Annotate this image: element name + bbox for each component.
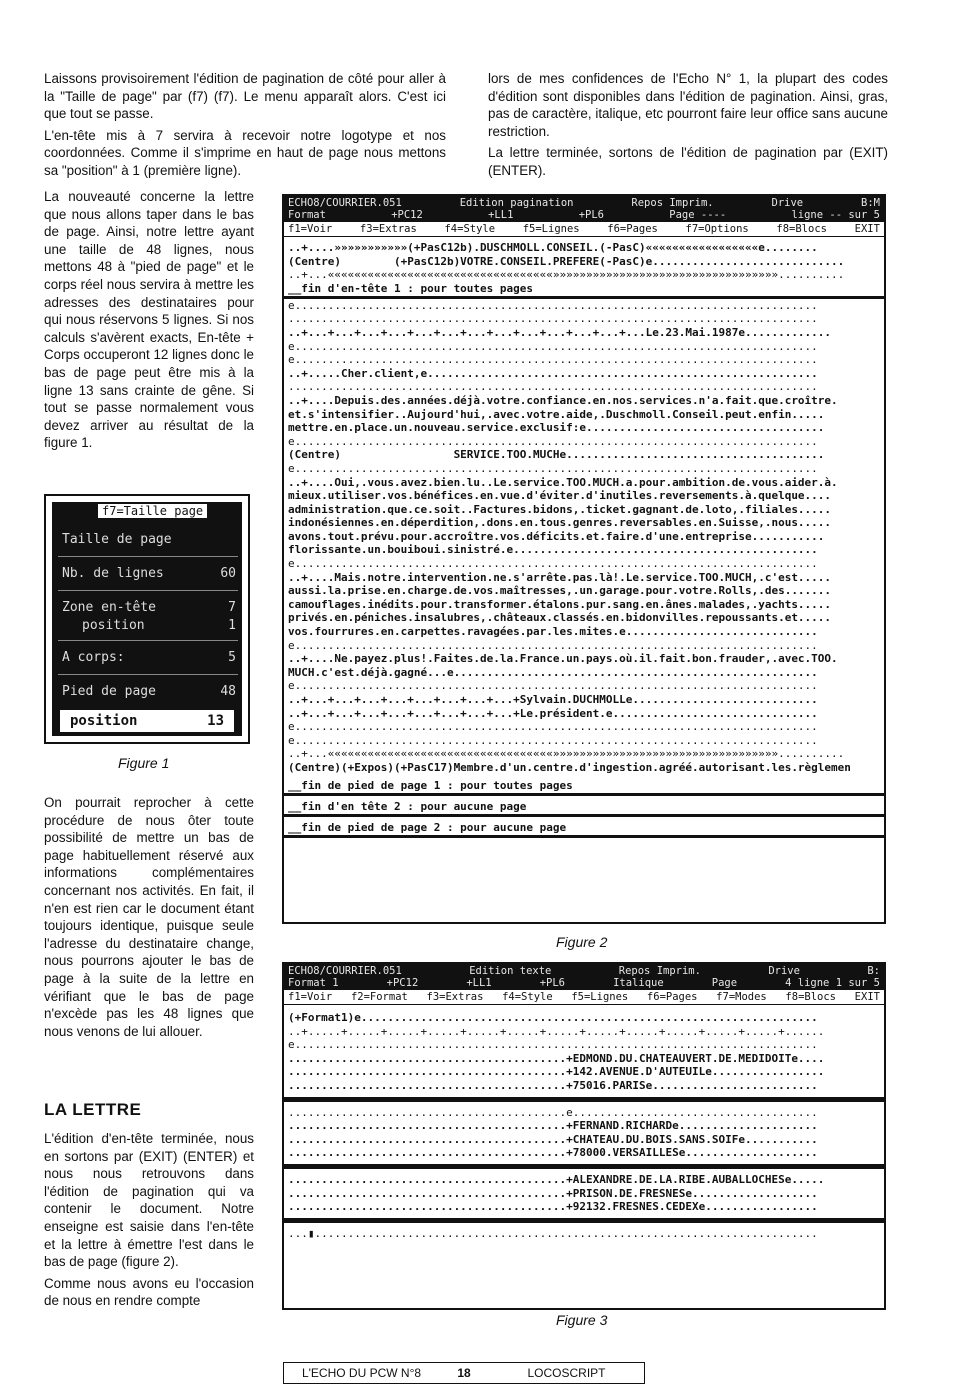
menu-selected-row: position 13 [60, 710, 234, 732]
document-line: ..........................................+CHATEAU.DU.BOIS.SANS.SOIFe........... [288, 1132, 818, 1146]
menu-divider [58, 590, 238, 591]
document-line: mieux.utiliser.vos.bénéfices.en.vue.d'éviter.d'inutiles.reversements.à.quelque.... [288, 489, 832, 503]
menu-divider [58, 674, 238, 675]
document-line: ..+.....+.....+.....+.....+.....+.....+.....+.....+.....+.....+.....+.....+...... [288, 1024, 825, 1038]
document-line: vos.fourrures.en.carpettes.ravagées.par.les.mites.e............................. [288, 625, 818, 639]
section-heading: LA LETTRE [44, 1100, 142, 1119]
document-line: (Centre)(+Expos)(+PasC17)Membre.d'un.centre.d'ingestion.agréé.autorisant.les.règlemen [288, 760, 851, 774]
document-line: (+Format1)e..................................................................... [288, 1011, 818, 1024]
document-line: (Centre) SERVICE.TOO.MUCHe....................................... [288, 448, 825, 462]
figure-3-caption: Figure 3 [556, 1312, 608, 1328]
document-line: ..........................................+75016.PARISe......................... [288, 1078, 818, 1092]
document-body [284, 1005, 884, 1240]
document-line: ..+...+...+...+...+...+...+...+...+...+...+...+...+...Le.23.Mai.1987e............. [288, 325, 832, 339]
left-column-paragraph-2: On pourrait reprocher à cette procédure de nous ôter toute possibilité de mettre un bas de page habituellement réservé aux informations complémentaires concernant nos activités. En fait, il n'en est rien car le document étant toujours identique, puisque seule l'adresse du destinataire change, nous pourrons ajouter le bas de page à la suite de la lettre en vérifiant que le bas de page n'excède pas les 48 lignes que nous venons de lui allouer. [44, 795, 254, 1039]
document-line: e............................................................................... [288, 1038, 818, 1052]
section-marker: __fin de pied de page 1 : pour toutes pages [284, 779, 884, 796]
page-number: 18 [457, 1366, 471, 1380]
document-body [284, 237, 884, 838]
document-line: ..+....Ne.payez.plus!.Faites.de.la.France.un.pays.où.il.fait.bon.frauder,.avec.TOO. [288, 652, 838, 666]
intro-right-paragraph-2: La lettre terminée, sortons de l'édition de pagination par (EXIT) (ENTER). [488, 145, 888, 178]
document-line: indonésiennes.en.déperdition,.dons.en.tous.genres.reversables.en.Suisse,.nous..... [288, 516, 832, 530]
document-line: ..........................................+PRISON.DE.FRESNESe................... [288, 1186, 818, 1200]
page-size-menu [52, 502, 242, 736]
document-line: aussi.la.prise.en.charge.de.vos.maîtresses,.un.garage.pour.votre.Rolls,.des....... [288, 584, 832, 598]
page-break-rule [284, 1164, 884, 1169]
section-marker: __fin d'en tête 2 : pour aucune page [284, 800, 884, 817]
document-line: ..+...««««««««««««««««««««««««««««««««««»»»»»»»»»»»»»»»»»»»»»»»»»»»»»»»»»».......... [288, 268, 845, 282]
left-column-paragraph-1: La nouveauté concerne la lettre que nous allons taper dans le bas de page. Ainsi, notre lettre ayant une taille de 48 lignes, nous mettons 48 à "pied de page" et le corps réel nous servira à mettre les adresses des destinataires pour qui nous réservons 5 lignes. Si nos calculs s'avèrent exacts, En-tête + Corps occuperont 12 lignes donc le bas de page peut être mis à la ligne 13 sans crainte de gêne. Si tout se passe normalement vous devez arriver au résultat de la figure 1. [44, 189, 254, 451]
menu-row: Zone en-tête 7 [62, 600, 236, 615]
document-line: mettre.en.place.un.nouveau.service.exclusif:e.................................... [288, 421, 825, 435]
document-line: ..+....»»»»»»»»»»»(+PasC12b).DUSCHMOLL.CONSEIL.(-PasC)«««««««««««««««««e........ [288, 241, 818, 254]
document-line: e............................................................................... [288, 298, 818, 312]
menu-title: f7=Taille page [98, 504, 207, 518]
document-line: camouflages.inédits.pour.transformer.étalons.pur.sang.en.ânes.malades,.yachts..... [288, 597, 832, 611]
function-key-bar: f1=Voir f2=Format f3=Extras f4=Style f5=Lignes f6=Pages f7=Modes f8=Blocs EXIT [284, 990, 884, 1005]
menu-row: Nb. de lignes 60 [62, 566, 236, 581]
document-line: (Centre) (+PasC12b)VOTRE.CONSEIL.PREFERE(-PasC)e............................. [288, 254, 845, 268]
figure-2-screen [282, 194, 886, 924]
page-break-rule [284, 1097, 884, 1102]
menu-divider [58, 640, 238, 641]
document-line: ..+....Mais.notre.intervention.ne.s'arrête.pas.là!.Le.service.TOO.MUCH,.c'est..... [288, 570, 832, 584]
intro-right-column [488, 70, 888, 184]
document-line: ..........................................+142.AVENUE.D'AUTEUILe................. [288, 1065, 825, 1079]
document-line: et.s'intensifier..Aujourd'hui,.avec.votre.aide,.Duschmoll.Conseil.peut.enfin..... [288, 407, 825, 421]
document-line: ..........................................+EDMOND.DU.CHATEAUVERT.DE.MEDIDOITe.... [288, 1051, 825, 1065]
menu-row: Pied de page 48 [62, 684, 236, 699]
document-line: ..+.....Cher.client,e........................................................... [288, 366, 818, 380]
document-line: ................................................................................ [288, 312, 818, 326]
document-line: ................................................................................ [288, 380, 818, 394]
figure-1-menu-screenshot [44, 494, 250, 744]
document-line: ..........................................+92132.FRESNES.CEDEXe................. [288, 1200, 818, 1214]
document-line: avons.tout.prévu.pour.accroître.vos.déficits.et.faire.d'une.entreprise........... [288, 529, 825, 543]
section-marker: __fin d'en-tête 1 : pour toutes pages [284, 282, 884, 299]
figure-2-caption: Figure 2 [556, 934, 608, 950]
document-line: e............................................................................... [288, 353, 818, 367]
figure-3-screen [282, 962, 886, 1310]
intro-right-paragraph-1: lors de mes confidences de l'Echo N° 1, la plupart des codes d'édition sont disponibles dans l'édition de pagination. Ainsi, gras, pas de caractère, italique, etc pourront faire leur office sans aucune restriction. [488, 71, 888, 139]
intro-left-paragraph-1: Laissons provisoirement l'édition de pagination de côté pour aller à la "Taille de page" par (f7) (f7). Le menu apparaît alors. C'est ici que tout se passe. [44, 71, 446, 122]
document-line: ..........................................e..................................... [288, 1105, 818, 1119]
section-marker: __fin de pied de page 2 : pour aucune page [284, 821, 884, 838]
document-line: e............................................................................... [288, 461, 818, 475]
document-line: e............................................................................... [288, 434, 818, 448]
menu-row: A corps: 5 [62, 650, 236, 665]
intro-left-paragraph-2: L'en-tête mis à 7 servira à recevoir notre logotype et nos coordonnées. Comme il s'imprime en haut de page nous mettons sa "position" à 1 (première ligne). [44, 127, 446, 178]
document-line: ..+....Oui,.vous.avez.bien.lu..Le.service.TOO.MUCH.a.pour.ambition.de.vous.aider.à. [288, 475, 838, 489]
document-line: privés.en.péniches.insalubres,.châteaux.classés.en.bidonvilles.repoussants.et..... [288, 611, 832, 625]
left-column-section [44, 1130, 254, 1314]
status-bar: ECHO8/COURRIER.051 Edition pagination Repos Imprim. Drive B:M Format +PC12 +LL1 +PL6 Page ---- ligne -- sur 5 [284, 196, 884, 222]
document-line: ..+...+...+...+...+...+...+...+...+Sylvain.DUCHMOLLe............................ [288, 693, 818, 706]
document-line: administration.que.ce.soit..Factures.bidons,.ticket.gagnant.de.loto,.filiales..... [288, 502, 832, 516]
document-line: ..........................................+ALEXANDRE.DE.LA.RIBE.AUBALLOCHESe..... [288, 1172, 825, 1186]
document-line: ..........................................+FERNAND.RICHARDe..................... [288, 1119, 818, 1133]
document-line: e............................................................................... [288, 733, 818, 747]
status-bar: ECHO8/COURRIER.051 Edition texte Repos Imprim. Drive B: Format 1 +PC12 +LL1 +PL6 Italique Page 4 ligne 1 sur 5 [284, 964, 884, 990]
menu-row: Taille de page [62, 532, 172, 547]
page-footer [283, 1362, 645, 1384]
document-line: e............................................................................... [288, 339, 818, 353]
document-line: e............................................................................... [288, 720, 818, 734]
document-line: e............................................................................... [288, 638, 818, 652]
cursor-line: ...▮............................................................................ [288, 1226, 818, 1240]
magazine-name: L'ECHO DU PCW N°8 [301, 1366, 422, 1380]
section-paragraph-2: Comme nous avons eu l'occasion de nous en rendre compte [44, 1275, 254, 1309]
document-line: ..+...««««««««««««««««««««««««««««««««««»»»»»»»»»»»»»»»»»»»»»»»»»»»»»»»»»».......... [288, 747, 845, 761]
document-line: ..+....Depuis.des.années.déjà.votre.confiance.en.nos.services.n'a.fait.que.croître. [288, 393, 838, 407]
menu-row: position 1 [82, 618, 236, 633]
document-line: florissante.un.bouiboui.sinistré.e.............................................. [288, 543, 818, 557]
document-line: e............................................................................... [288, 679, 818, 693]
document-line: MUCH.c'est.déjà.gagné...e....................................................... [288, 665, 818, 679]
document-line: ..........................................+78000.VERSAILLESe.................... [288, 1146, 818, 1160]
section-name: LOCOSCRIPT [527, 1366, 606, 1380]
function-key-bar: f1=Voir f3=Extras f4=Style f5=Lignes f6=Pages f7=Options f8=Blocs EXIT [284, 222, 884, 237]
intro-left-column [44, 70, 446, 184]
document-line: ..+...+...+...+...+...+...+...+...+Le.président.e............................... [288, 706, 818, 720]
menu-divider [58, 556, 238, 557]
figure-1-caption: Figure 1 [118, 755, 170, 771]
section-paragraph-1: L'édition d'en-tête terminée, nous en sortons par (EXIT) (ENTER) et nous nous retrouvons dans l'édition de pagination qui va contenir le document. Notre enseigne est saisie dans l'en-tête et la lettre à émettre l'est dans le bas de page (figure 2). [44, 1131, 254, 1270]
document-line: e............................................................................... [288, 557, 818, 571]
page-break-rule [284, 1218, 884, 1223]
